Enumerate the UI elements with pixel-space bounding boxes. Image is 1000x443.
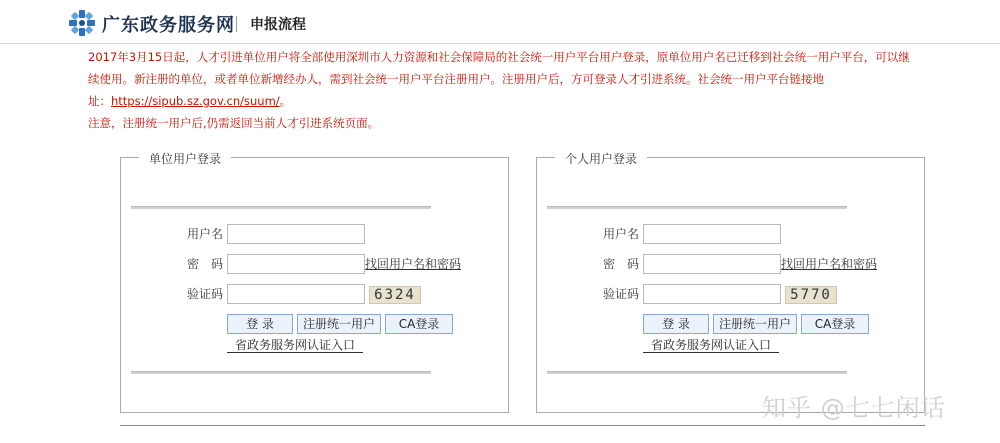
suum-platform-link[interactable]: https://sipub.sz.gov.cn/suum/ [111,94,280,108]
nav-apply-process[interactable]: 申报流程 [250,17,306,33]
unit-login-button[interactable]: 登 录 [227,314,293,334]
unit-password-input[interactable] [227,254,365,274]
unit-username-row [121,224,510,244]
unit-captcha-label: 验证码 [187,287,224,301]
personal-login-button[interactable]: 登 录 [643,314,709,334]
personal-captcha-label: 验证码 [603,287,640,301]
unit-register-button[interactable]: 注册统一用户 [297,314,381,334]
unit-captcha-image[interactable]: 6324 [369,286,421,304]
personal-login-legend: 个人用户登录 [555,150,647,167]
unit-forgot-credentials-link[interactable]: 找回用户名和密码 [365,257,462,271]
notice-text [88,46,948,134]
panel-divider-bottom [131,371,431,374]
unit-captcha-input[interactable] [227,284,365,304]
site-name[interactable]: 广东政务服务网 [102,15,235,36]
notice-link-suffix: 。 [279,94,292,108]
personal-captcha-image[interactable]: 5770 [785,286,837,304]
personal-gov-auth-link[interactable]: 省政务服务网认证入口 [643,338,779,353]
unit-login-legend: 单位用户登录 [139,150,231,167]
notice-line-3 [88,90,948,112]
panel-divider-top [131,206,431,209]
page-bottom-divider [120,425,925,426]
personal-password-row [537,254,926,274]
personal-captcha-row [537,284,926,304]
unit-ca-login-button[interactable]: CA登录 [385,314,453,334]
personal-password-label: 密 码 [603,257,640,271]
site-header [0,0,1000,44]
personal-password-input[interactable] [643,254,781,274]
unit-username-input[interactable] [227,224,365,244]
notice-line-1: 2017年3月15日起，人才引进单位用户将全部使用深圳市人力资源和社会保障局的社会统一用户平台用户登录，原单位用户名已迁移到社会统一用户平台，可以继 [88,50,910,64]
header-divider [236,16,237,32]
notice-line-2: 续使用。新注册的单位，或者单位新增经办人，需到社会统一用户平台注册用户。注册用户后，方可登录人才引进系统。社会统一用户平台链接地 [88,72,824,86]
personal-forgot-credentials-link[interactable]: 找回用户名和密码 [781,257,878,271]
personal-captcha-input[interactable] [643,284,781,304]
personal-login-panel [536,152,925,413]
personal-register-button[interactable]: 注册统一用户 [713,314,797,334]
unit-login-panel [120,152,509,413]
zhihu-watermark: 知乎 @七七闲话 [762,394,946,422]
panel-divider-top [547,206,847,209]
notice-line-4: 注意，注册统一用户后,仍需返回当前人才引进系统页面。 [88,116,380,130]
unit-captcha-row [121,284,510,304]
personal-username-row [537,224,926,244]
unit-password-label: 密 码 [187,257,224,271]
unit-password-row [121,254,510,274]
panel-divider-bottom [547,371,847,374]
unit-gov-auth-link[interactable]: 省政务服务网认证入口 [227,338,363,353]
personal-username-label: 用户名 [603,227,640,241]
personal-username-input[interactable] [643,224,781,244]
unit-username-label: 用户名 [187,227,224,241]
notice-link-prefix: 址： [88,94,111,108]
personal-ca-login-button[interactable]: CA登录 [801,314,869,334]
government-logo-icon [68,9,96,37]
